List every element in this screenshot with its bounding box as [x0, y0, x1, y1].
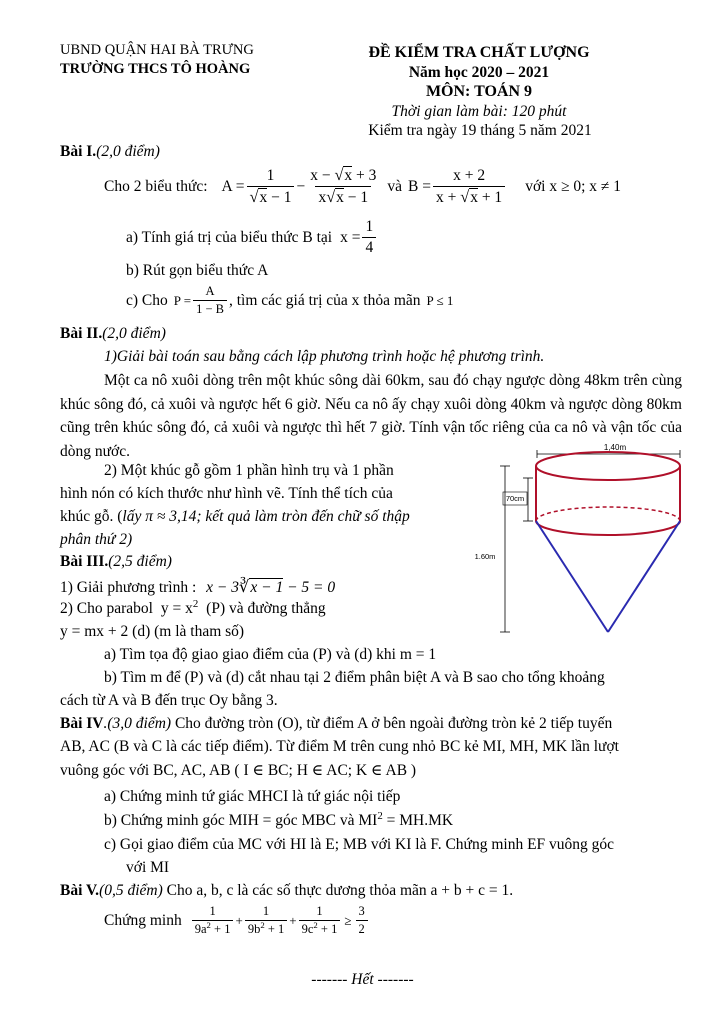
bai1-c-post: , tìm các giá trị của x thỏa mãn	[229, 291, 421, 309]
total-height-label: 1.60m	[474, 552, 496, 561]
bai2-part2-line1: 2) Một khúc gỗ gồm 1 phần hình trụ và 1 phần	[104, 462, 394, 479]
cylinder-height-label: 70cm	[505, 494, 525, 503]
bai2-part2-line3: khúc gỗ. (lấy π ≈ 3,14; kết quả làm tròn đến chữ số thập	[60, 508, 410, 525]
bai1-c-pre: c) Cho	[126, 291, 168, 309]
bai1-b: b) Rút gọn biểu thức A	[126, 262, 269, 279]
school-name: TRƯỜNG THCS TÔ HOÀNG	[60, 61, 251, 77]
bai1-label: Bài I.	[60, 143, 97, 160]
bai3-q1: 1) Giải phương trình : x − 3∛x − 1 − 5 = 0	[60, 578, 336, 596]
bai5-points: (0,5 điểm)	[99, 882, 163, 899]
bai3-b-line2: cách từ A và B đến trục Oy bằng 3.	[60, 692, 278, 709]
equation-1: x − 3∛x − 1 − 5 = 0	[206, 578, 336, 596]
bai4-a: a) Chứng minh tứ giác MHCI là tứ giác nội tiếp	[104, 788, 401, 805]
x-quarter-frac: $\frac{1}{4}$	[362, 218, 376, 257]
parabol-eq: $y = x^2$	[160, 597, 199, 617]
bai1-c-cond: P ≤ 1	[426, 292, 454, 308]
bai4-line2: AB, AC (B và C là các tiếp điểm). Từ điểm M trên cung nhỏ BC kẻ MI, MH, MK lần lượt	[60, 738, 619, 755]
bai2-points: (2,0 điểm)	[102, 325, 166, 342]
bai4-label: Bài IV	[60, 715, 104, 732]
wood-figure	[465, 436, 685, 636]
bai5-prove: Chứng minh	[104, 911, 182, 929]
bai1-c: c) Cho P = $\frac{A}{1 - B}$ , tìm các giá trị của x thỏa mãn P ≤ 1	[126, 284, 454, 316]
bai5-line1: Bài V.(0,5 điểm) Cho a, b, c là các số thực dương thỏa mãn a + b + c = 1.	[60, 882, 514, 899]
bai3-b-line1: b) Tìm m để (P) và (d) cắt nhau tại 2 điểm phân biệt A và B sao cho tổng khoảng	[104, 669, 605, 686]
bai1-heading	[60, 143, 160, 161]
bai3-label: Bài III.	[60, 553, 109, 570]
bai2-label: Bài II.	[60, 325, 103, 342]
bai1-expressions	[104, 166, 621, 207]
bai3-a: a) Tìm tọa độ giao giao điểm của (P) và (d) khi m = 1	[104, 646, 437, 663]
exam-duration: Thời gian làm bài: 120 phút	[391, 103, 567, 120]
school-year: Năm học 2020 – 2021	[408, 64, 550, 81]
expr-a-frac2: $\frac{x - √x + 3}{x√x - 1}$	[310, 166, 377, 206]
bai1-intro: Cho 2 biểu thức:	[104, 177, 208, 195]
bai5-inequality: Chứng minh $\frac{1}{9a^2 + 1}$ + $\frac{1}{9b^2 + 1}$ + $\frac{1}{9c^2 + 1}$ ≥ $\frac{3}{2}$	[104, 904, 370, 937]
end-marker: ------- Hết -------	[311, 971, 414, 988]
bai1-and: và	[387, 177, 403, 195]
bai3-heading	[60, 553, 172, 571]
bai2-part1-title: 1)Giải bài toán sau bằng cách lập phương trình hoặc hệ phương trình.	[104, 348, 545, 365]
school-district: UBND QUẬN HAI BÀ TRƯNG	[60, 42, 254, 58]
bai2-heading	[60, 325, 166, 343]
bai4-points: .(3,0 điểm)	[103, 715, 172, 732]
expr-b-frac: $\frac{x + 2}{x + √x + 1}$	[433, 167, 505, 207]
bai3-q2-line2: y = mx + 2 (d) (m là tham số)	[60, 623, 245, 640]
bai1-condition: với x ≥ 0; x ≠ 1	[525, 177, 622, 195]
exam-date: Kiểm tra ngày 19 tháng 5 năm 2021	[368, 122, 592, 139]
expr-a-frac1: $\frac{1}{√x - 1}$	[247, 167, 295, 207]
bai4-c-line1: c) Gọi giao điểm của MC với HI là E; MB với KI là F. Chứng minh EF vuông góc	[104, 836, 615, 853]
bai2-part2-line4: phân thứ 2)	[60, 531, 133, 548]
bai2-part2-line2: hình nón có kích thước như hình vẽ. Tính thể tích của	[60, 485, 393, 502]
bai1-points: (2,0 điểm)	[96, 143, 160, 160]
expr-b: B = $\frac{x + 2}{x + √x + 1}$	[408, 167, 507, 207]
p-frac: $\frac{A}{1 - B}$	[193, 284, 227, 317]
bai2-part1-text: Một ca nô xuôi dòng trên một khúc sông dài 60km, sau đó chạy ngược dòng 48km trên cùng khúc sông đó, cả xuôi và ngược hết 6 giờ. Nếu ca nô ấy chạy xuôi dòng 40km và ngược dòng 80km cũng trên khúc sông đó, cả xuôi và ngược thì hết 7 giờ. Tính vận tốc riêng của ca nô và vận tốc của dòng nước.	[60, 372, 682, 460]
bai4-c-line2: với MI	[126, 859, 170, 876]
bai1-a: a) Tính giá trị của biểu thức B tại x = $\frac{1}{4}$	[126, 218, 378, 257]
bai1-a-text: a) Tính giá trị của biểu thức B tại	[126, 228, 333, 246]
exam-title: ĐỀ KIỂM TRA CHẤT LƯỢNG	[368, 44, 590, 61]
subject: MÔN: TOÁN 9	[425, 83, 533, 100]
bai4-b: b) Chứng minh góc MIH = góc MBC và $MI^2 = MH.MK$	[104, 809, 454, 829]
bai4-line1: Bài IV.(3,0 điểm) Cho đường tròn (O), từ điểm A ở bên ngoài đường tròn kẻ 2 tiếp tuyến	[60, 715, 613, 732]
bai3-q2: 2) Cho parabol $y = x^2$ (P) và đường thẳng	[60, 597, 326, 617]
bai3-points: (2,5 điểm)	[108, 553, 172, 570]
width-label: 1,40m	[603, 443, 627, 452]
bai4-line3: vuông góc với BC, AC, AB ( I ∈ BC; H ∈ AC; K ∈ AB )	[60, 762, 417, 779]
bai5-label: Bài V.	[60, 882, 100, 899]
expr-a: A = $\frac{1}{√x - 1}$ − $\frac{x - √x + 3}{x√x - 1}$	[222, 166, 382, 207]
